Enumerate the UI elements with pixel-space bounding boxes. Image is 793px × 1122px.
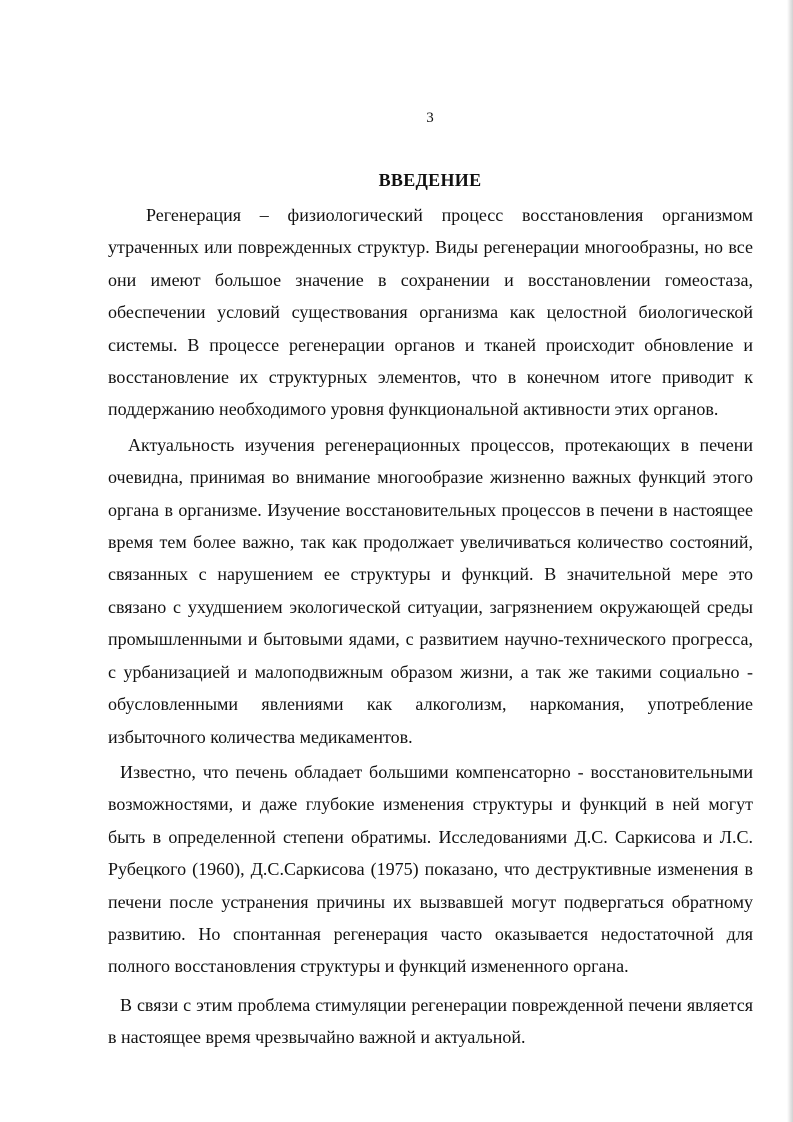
paragraph-1: Регенерация – физиологический процесс восстановления организмом утраченных или поврежденных структур. Виды регенерации многообразны, но все они имеют большое значение в сохранении и восстановлении гомеостаза, обеспечении условий существования организма как целостной биологической системы. В процессе регенерации органов и тканей происходит обновление и восстановление их структурных элементов, что в конечном итоге приводит к поддержанию необходимого уровня функциональной активности этих органов. — [108, 205, 753, 420]
paragraph-4: В связи с этим проблема стимуляции регенерации поврежденной печени является в настоящее время чрезвычайно важной и актуальной. — [108, 994, 753, 1048]
page-number: 3 — [426, 110, 434, 126]
page-edge-shadow — [787, 0, 793, 1122]
section-heading: ВВЕДЕНИЕ — [378, 170, 482, 190]
paragraph-2: Актуальность изучения регенерационных процессов, протекающих в печени очевидна, принимая во внимание многообразие жизненно важных функций этого органа в организме. Изучение восстановительных процессов в печени в настоящее время тем более важно, так как продолжает увеличиваться количество состояний, связанных с нарушением ее структуры и функций. В значительной мере это связано с ухудшением экологической ситуации, загрязнением окружающей среды промышленными и бытовыми ядами, с развитием научно-технического прогресса, с урбанизацией и малоподвижным образом жизни, а так же такими социально - обусловленными явлениями как алкоголизм, наркомания, употребление избыточного количества медикаментов. — [108, 434, 753, 747]
paragraph-3: Известно, что печень обладает большими компенсаторно - восстановительными возможностями, и даже глубокие изменения структуры и функций в ней могут быть в определенной степени обратимы. Исследованиями Д.С. Саркисова и Л.С. Рубецкого (1960), Д.С.Саркисова (1975) показано, что деструктивные изменения в печени после устранения причины их вызвавшей могут подвергаться обратному развитию. Но спонтанная регенерация часто оказывается недостаточной для полного восстановления структуры и функций измененного органа. — [108, 761, 753, 977]
body-text — [108, 199, 753, 1054]
